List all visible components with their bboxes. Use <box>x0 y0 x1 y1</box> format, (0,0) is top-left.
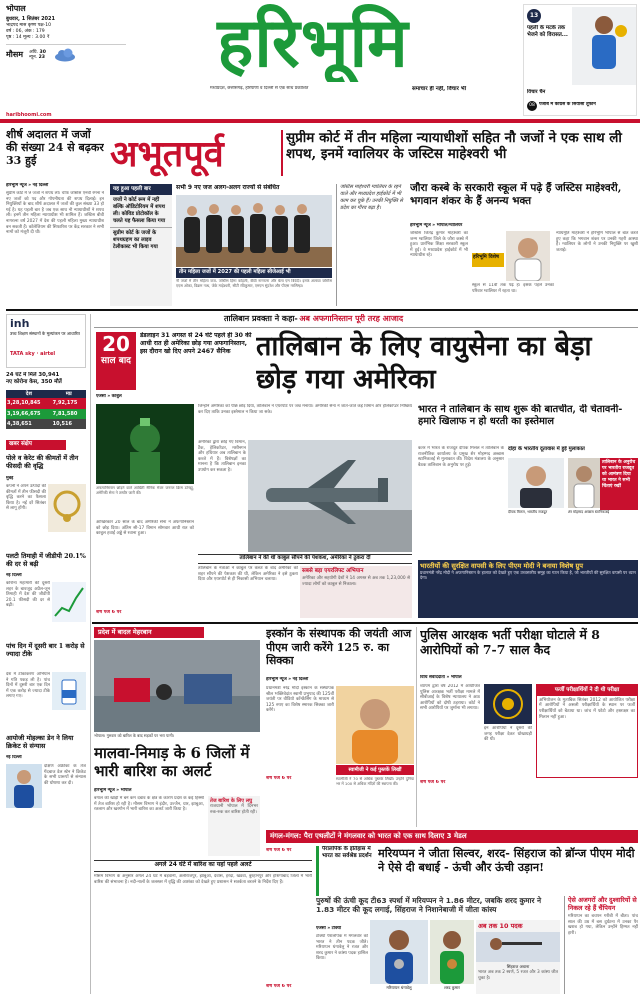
table-cell: 10,516 <box>52 419 86 429</box>
brief-4-headline: आयोजी मोहल्का डेन ने लिया क्रिकेट से संन्यास <box>6 734 74 750</box>
airlift-title: सबसे बड़ा एयरलिफ्ट अभियान <box>302 568 364 574</box>
brief-2-body: कोरोना महामारी की दूसरी लहर के बावजूद अप्रैल-जून तिमाही में देश की जीडीपी 20.1 फीसदी की दर से बढ़ी। <box>6 581 50 609</box>
police-continued: शेष पेज 6 पर <box>420 780 446 785</box>
shooter-photo <box>476 932 560 962</box>
talks-headline: भारत ने तालिबान के साथ शुरू की बातचीत, दी चेतावनी-हमारे खिलाफ न हो धरती का इस्तेमाल <box>418 404 623 427</box>
rain-label: प्रदेश में बादल मेहरबान <box>94 627 204 638</box>
right-byline: हरिभूमि न्यूज » भोपाल/ग्वालियर <box>410 223 463 228</box>
table-cell: 3,28,10,845 <box>6 398 52 408</box>
police-box-title: फर्जी परीक्षार्थियों ने दी थी परीक्षा <box>537 685 637 696</box>
promo-number: 13 <box>527 9 541 23</box>
iskcon-body: प्रधानमंत्री नरेंद्र मोदी इस्कॉन के संस्थापक श्रील भक्तिवेदांत स्वामी प्रभुपाद की 125वीं जयंती पर वीडियो कॉन्फ्रेंसिंग के माध्यम से 125 रुपए का विशेष स्मारक सिक्का जारी करेंगे। <box>266 686 334 714</box>
side-byline: हरिभूमि न्यूज » नई दिल्ली <box>6 183 49 188</box>
medal-count-box <box>476 920 560 994</box>
tagline-left: मध्यप्रदेश, छत्तीसगढ़, हरियाणा व दिल्ली से एक साथ प्रकाशित <box>210 86 309 91</box>
covid-line-2: नए कोरोना केस, 350 मौतें <box>6 379 62 385</box>
ambassador-photo <box>508 458 564 508</box>
taliban-body-bottom: तालिबान के नेताओं ने काबुल पर कब्जे के बाद अमेरिका को शहर सौंपने की पेशकश की थी, लेकिन अमेरिका ने इसे ठुकरा दिया और एयरपोर्ट से ही निकासी अभियान चलाया। <box>198 566 298 583</box>
years-label: साल बाद <box>101 356 131 366</box>
years-badge <box>96 332 136 390</box>
table-row <box>6 419 86 429</box>
airlift-box <box>300 566 412 618</box>
website[interactable]: haribhoomi.com <box>6 112 52 118</box>
side-headline: शीर्ष अदालत में जजों की संख्या 24 से बढ़कर 33 हुई <box>6 128 104 167</box>
ad-brand: inh <box>10 317 30 329</box>
night-caption: अफगानिस्तान छोड़ने वाले आखिरी सैनिक मेजर जनरल क्रिस डोनह्यू, अमेरिकी सेना ने तस्वीर जारी की। <box>96 486 194 495</box>
edition-city: भोपाल <box>6 4 26 13</box>
iskcon-headline: इस्कॉन के संस्थापक की जयंती आज पीएम जारी करेंगे 125 रु. का सिक्का <box>266 627 412 667</box>
talks-body: कतर में भारत के राजदूत दीपक मित्तल ने तालिबान के राजनीतिक कार्यालय के प्रमुख शेर मोहम्मद अब्बास स्टानिकजई से मुलाकात की। विदेश मंत्रालय के अनुसार बैठक तालिबान के अनुरोध पर हुई। <box>418 446 504 468</box>
rain-byline: हरिभूमि न्यूज » भोपाल <box>94 788 132 793</box>
brief-4-body: दक्षिण अफ्रीका के तेज गेंदबाज डेल स्टेन ने क्रिकेट के सभी प्रारूपों से संन्यास की घोषणा कर दी। <box>44 764 86 786</box>
aircraft-photo <box>248 440 412 552</box>
iskcon-byline: हरिभूमि न्यूज » नई दिल्ली <box>266 677 309 682</box>
iskcon-caption-body: स्वामीजी ने 70 से अधिक पुस्तकें लिखीं। उन्होंने दुनिया भर में 100 से अधिक मंदिरों की स्थापना की। <box>336 777 414 786</box>
table-cell: 7,92,175 <box>52 398 86 408</box>
judges-caption: तीन महिला जजों में 2027 की पहली महिला सीजेआई भी <box>176 268 332 278</box>
para-right-box <box>564 896 638 994</box>
night-vision-photo <box>96 404 194 484</box>
rain-caption: भोपाल। गुरुवार को बारिश के बाद सड़कों पर भरा पानी। <box>94 733 175 738</box>
judges-photo <box>176 195 332 267</box>
brief-1-body: कंपनी ने अपने उत्पादों की कीमतों में तीन फीसदी की वृद्धि करने का फैसला किया है। नई दरें सितंबर से लागू होंगी। <box>6 484 46 512</box>
para-byline: एजेंसी » टोक्यो <box>316 926 342 931</box>
taliban-kicker-row <box>94 314 638 328</box>
police-body-1: व्यापमं द्वारा वर्ष 2012 में आयोजित पुलिस आरक्षक भर्ती परीक्षा मामले में सीबीआई के विशेष न्यायालय ने आठ आरोपियों को दोषी ठहराया। कोर्ट ने सभी आरोपियों पर जुर्माना भी लगाया। <box>420 684 480 712</box>
weather-box <box>6 44 126 62</box>
taliban-leader-photo <box>568 458 600 508</box>
right-body-3: स्कूल से 11वीं तक पढ़े हैं। इसके पहले उनका परिवार ग्वालियर में रहता था। <box>472 283 554 294</box>
medal-count-text: भारत अब तक 2 स्वर्ण, 5 रजत और 3 कांस्य जीत चुका है। <box>478 970 558 981</box>
weather-min-label: न्यून. <box>29 55 38 61</box>
first-time-label: यह हुआ पहली बार <box>110 184 172 195</box>
iskcon-continued: शेष पेज 6 पर <box>266 776 292 781</box>
rain-24h-body: मौसम विभाग के अनुसार अगले 24 घंटे में बड़वानी, अलीराजपुर, झाबुआ, देवास, हरदा, खंडवा, बुरहानपुर और होशंगाबाद जिलों में भारी बारिश की संभावना है। नदी-नालों के जलस्तर में वृद्धि की आशंका को देखते हुए प्रशासन ने सतर्कता बरतने के निर्देश दिए हैं। <box>94 874 312 885</box>
para-side: पैरालंपिक के इतिहास में भारत का सर्वश्रेष्ठ प्रदर्शन <box>316 846 374 896</box>
para-right-text: मरियप्पन का बचपन गरीबी में बीता। पांच साल की उम्र में बस दुर्घटना में उनका पैर खराब हो गया, लेकिन उन्होंने हिम्मत नहीं हारी। <box>568 914 638 936</box>
para-continued: शेष पेज 6 पर <box>266 984 292 989</box>
tagline-right: समाचार ही नहीं, विचार भी <box>412 86 467 92</box>
first-time-text: जजों ने कोर्ट रूम में नहीं बल्कि ऑडिटोरियम में शपथ ली। कोविड प्रोटोकॉल के चलते यह फैसला किया गया <box>113 196 166 224</box>
police-box-text: अभियोजन के मुताबिक सितंबर 2012 को आयोजित परीक्षा में आरोपियों ने असली परीक्षार्थियों के स्थान पर फर्जी परीक्षार्थियों को बैठाया था। जांच में फोटो और हस्ताक्षर का मिलान नहीं हुआ। <box>539 697 635 720</box>
cbi-logo-icon <box>484 684 532 724</box>
vaccine-photo <box>52 672 86 710</box>
para-body: टोक्यो पैरालंपिक में मंगलवार को भारत ने तीन पदक जीते। मरियप्पन थंगावेलु ने रजत और शरद कुमार ने कांस्य पदक हासिल किया। <box>316 934 368 962</box>
police-byline: विधि संवाददाता » भोपाल <box>420 675 462 680</box>
lead-strap: सभी 9 नए जज अलग-अलग राज्यों से संबंधित <box>176 184 280 191</box>
taliban-byline: एजेंसी » काबुल <box>96 394 122 399</box>
taliban-continued: शेष पेज 6 पर <box>96 610 122 615</box>
info-line: भाद्रपद मास कृष्ण पक्ष-10 <box>6 23 52 29</box>
callout-box: तालिबान के अनुरोध पर भारतीय राजदूत को आमंत्रण दिया था भारत ने सभी चिंताएं रखीं <box>600 458 638 510</box>
weather-max: 30 <box>39 49 46 55</box>
taliban-body-mid: अमेरिका द्वारा छोड़े गए विमान, टैंक, हेलिकॉप्टर, मशीनगन और हथियार अब तालिबान के कब्जे में हैं। विशेषज्ञों का मानना है कि तालिबान इनका उपयोग कर सकता है। <box>198 440 246 473</box>
ad-brands: TATA sky · airtel <box>10 351 56 357</box>
airlift-text: अमेरिका और सहयोगी देशों ने 14 अगस्त से अब तक 1,23,000 से ज्यादा लोगों को काबुल से निकाला। <box>302 575 410 587</box>
table-cell: 4,38,651 <box>6 419 52 429</box>
police-headline: पुलिस आरक्षक भर्ती परीक्षा घोटाले में 8 आरोपियों को 7-7 साल कैद <box>420 627 600 657</box>
promo-box[interactable] <box>523 4 637 116</box>
medal-count-title: अब तक 10 पदक <box>478 922 523 930</box>
table-row <box>6 398 86 408</box>
brief-2-place: नई दिल्ली <box>6 573 22 578</box>
taliban-body-left: आखिरकार 20 साल के बाद अमेरिकी सेना ने अफगानिस्तान को छोड़ दिया। अंतिम सी-17 विमान सोमवार आधी रात को काबुल हवाई अड्डे से रवाना हुआ। <box>96 520 194 537</box>
table-row <box>6 409 86 419</box>
table-cell: 3,19,66,675 <box>6 409 52 419</box>
jewelry-photo <box>48 484 86 532</box>
date-line: बुधवार, 1 सितंबर 2021 <box>6 16 55 22</box>
name-singhraj: सिंहराज अधाना <box>506 964 530 970</box>
brief-2-headline: पलटी तिमाही में जीडीपी 20.1% की दर से बढ़ी <box>6 552 86 568</box>
info-line: वर्ष : 06, अंक : 179 <box>6 28 45 34</box>
maheshwari-photo <box>506 231 550 281</box>
weather-title: मौसम <box>6 50 24 60</box>
weather-max-label: अधि. <box>29 49 39 55</box>
rain-24h-box: अगले 24 घंटे में बारिश का यहां पहले अलर्ट <box>94 860 312 872</box>
cricketer-photo <box>6 764 42 808</box>
covid-line-1: 24 घंटे में मिले 30,941 <box>6 372 60 378</box>
doha-line: दोहा के भारतीय दूतावास में हुई मुलाकात <box>508 446 585 452</box>
ad-text: उच्च शिक्षण संस्थानों के मूल्यांकन पर आधारित <box>10 331 80 336</box>
safe-return-text: प्रधानमंत्री नरेंद्र मोदी ने अफगानिस्तान के हालात को देखते हुए एक उच्चस्तरीय समूह का गठन किया है, जो भारतीयों की सुरक्षित वापसी पर ध्यान देगा। <box>420 570 636 581</box>
safe-return-title: भारतीयों की सुरक्षित वापसी के लिए पीएम मोदी ने बनाया विशेष ग्रुप <box>420 562 583 570</box>
brief-1-headline: पोले व केरेट की कीमतों में तीन फीसदी की वृद्धि <box>6 454 79 470</box>
logo-text: हरिभूमि <box>217 4 409 82</box>
sharad-photo <box>430 920 474 984</box>
years-num: 20 <box>102 332 130 356</box>
taliban-body-top: जिन्होंने अमेरिका को पीछे छोड़ दिया, तालिबान ने एयरपोर्ट पर जश्न मनाया। अमेरिकी सेना ने जाते-जाते कई विमान और हेलिकॉप्टर निष्क्रिय कर दिए ताकि उनका इस्तेमाल न किया जा सके। <box>198 404 412 415</box>
para-right-title: ऐसे अजगरों और दुश्वारियों से निकल रहे हैं चैंपियन <box>568 896 637 912</box>
right-headline: जौरा कस्बे के सरकारी स्कूल में पढ़े हैं जस्टिस माहेश्वरी, भगवान शंकर के हैं अनन्य भक्त <box>410 182 622 207</box>
caption-body: नौ जजों में तीन महिला जज- जस्टिस हिमा कोहली, बीवी नागरत्ना और बेला एम त्रिवेदी। इनके अलावा जस्टिस एएस ओका, विक्रम नाथ, जेके माहेश्वरी, सीटी रविकुमार, एमएम सुंदरेश और पीएस नरसिम्हा। <box>176 279 332 288</box>
first-time-box <box>110 184 172 306</box>
promo-label: विचार चैन <box>527 89 546 95</box>
lead-headline: सुप्रीम कोर्ट में तीन महिला न्यायाधीशों सहित नौ जजों ने एक साथ ली शपथ, इनमें ग्वालियर के जस्टिस माहेश्वरी भी <box>286 130 622 162</box>
table-cell: 7,81,580 <box>52 409 86 419</box>
ad-box[interactable] <box>6 314 86 368</box>
right-body-1: जस्टिस जितेंद्र कुमार माहेश्वरी का जन्म ग्वालियर जिले के जौरा कस्बे में हुआ। प्रारंभिक शिक्षा सरकारी स्कूल में हुई। वे मध्यप्रदेश हाईकोर्ट में भी न्यायाधीश रहे। <box>410 231 468 259</box>
promo-page: 08 <box>527 101 537 111</box>
brief-3-body: देश में टीकाकरण अभियान ने गति पकड़ ली है। पांच दिनों में दूसरी बार एक दिन में एक करोड़ से ज्यादा टीके लगाए गए। <box>6 672 50 700</box>
rain-body: बंगाल की खाड़ी में बने कम दबाव के क्षेत्र के कारण प्रदेश के कई हिस्सों में तेज बारिश हो रही है। मौसम विभाग ने इंदौर, उज्जैन, धार, झाबुआ, रतलाम और खरगोन में भारी बारिश का अलर्ट जारी किया है। <box>94 796 204 813</box>
first-time-text-2: सुप्रीम कोर्ट के जजों के शपथग्रहण का लाइव टेलीकास्ट भी किया गया <box>110 227 172 253</box>
brief-3-headline: पांच दिन में दूसरी बार 1 करोड़ से ज्यादा टीके <box>6 642 85 658</box>
promo-page-text: पंजाब में कांग्रेस के सियासी तूफान <box>539 102 596 107</box>
taliban-kicker-highlight: अब अफगानिस्तान पूरी तरह आजाद <box>299 314 404 323</box>
masthead-rule <box>0 119 640 123</box>
rain-side-box <box>208 796 260 856</box>
brief-4-place: नई दिल्ली <box>6 755 22 760</box>
masthead-info <box>6 4 126 110</box>
para-headline: मरियप्पन ने जीता सिल्वर, शरद- सिंहराज को ब्रॉन्ज पीएम मोदी ने ऐसे दी बधाई - ऊंची और ऊंची उड़ान! <box>378 846 635 874</box>
name-mariyappan: मरियप्पन थंगावेलु <box>386 985 412 990</box>
taliban-kicker: तालिबान प्रवक्ता ने कहा- <box>224 314 298 323</box>
lead-quote: जस्टिस माहेश्वरी ग्वालियर के रहने वाले और मध्यप्रदेश हाईकोर्ट में भी काम कर चुके हैं। उनकी नियुक्ति से प्रदेश का गौरव बढ़ा है। <box>336 184 404 306</box>
mariyappan-photo <box>370 920 428 984</box>
rain-photo <box>94 640 260 732</box>
right-photo-box <box>472 231 552 281</box>
prabhupada-photo <box>336 686 414 764</box>
iskcon-caption: स्वामीजी ने कई पुस्तकें लिखीं <box>336 765 414 775</box>
taliban-photo-caption: तालिबान ने की थी काबुल सौंपने की पेशकश, अमेरिका ने ठुकरा दी <box>198 554 412 564</box>
name-sharad: शरद कुमार <box>444 985 460 990</box>
name-2: शेर मोहम्मद अब्बास स्टानिकजई <box>568 510 610 514</box>
logo <box>138 4 488 82</box>
taliban-sub: डेडलाइन 31 अगस्त से 24 घंटे पहले ही 30 की आधी रात ही अमेरिका छोड़ गया अफगानिस्तान, इस दौरान खो दिए अपने 2467 सैनिक <box>140 332 252 356</box>
table-header: मप्र <box>52 390 86 398</box>
rain-continued: शेष पेज 6 पर <box>266 848 292 853</box>
rain-side-text: राजधानी भोपाल में दिनभर रुक-रुक कर बारिश होती रही। <box>210 804 258 815</box>
taliban-headline: तालिबान के लिए वायुसेना का बेड़ा छोड़ गया अमेरिका <box>256 331 592 395</box>
right-badge: हरिभूमि विशेष <box>472 253 504 267</box>
lead-kicker: अभूतपूर्व <box>110 133 224 175</box>
rain-headline: मालवा-निमाड़ के 6 जिलों में भारी बारिश का अलर्ट <box>94 744 250 780</box>
news-brief-title: खबर संक्षेप <box>6 440 66 450</box>
table-header: देश <box>6 390 52 398</box>
safe-return-box <box>418 560 638 618</box>
cloud-icon <box>54 48 76 62</box>
promo-photo <box>572 7 636 85</box>
para-sub: पुरुषों की ऊंची कूद टी63 स्पर्धा में मरियप्पन ने 1.86 मीटर, जबकि शरद कुमार ने 1.83 मीटर की कूद लगाई, सिंहराज ने निशानेबाजी में जीता कांस्य <box>316 896 542 914</box>
promo-text: पहली के मटके तक भेजने को विरासत... <box>527 25 568 38</box>
rain-side-title: तेज बारिश के लिए लघु <box>210 798 253 804</box>
covid-table <box>6 390 86 429</box>
brief-1-place: मुंबई <box>6 476 14 481</box>
covid-headline <box>6 372 86 388</box>
info-line: पृष्ठ : 14 मूल्य : 3.00 ₹ <box>6 34 50 40</box>
right-body-2: न्यायमूर्ति माहेश्वरी ने हरिभूमि भोपाल से बात करते हुए कहा कि भगवान शंकर पर उनकी गहरी आस्था है। ग्वालियर के लोगों ने उनकी नियुक्ति पर खुशी जताई। <box>556 231 638 253</box>
police-body-2: इन आरोपियों ने दूसरों की जगह परीक्षा देकर धोखाधड़ी की थी। <box>484 726 532 743</box>
para-banner: मंगल-मंगल: पैरा एथलीटों ने मंगलवार को भारत को एक साथ दिलाए 3 मेडल <box>266 830 638 843</box>
name-1: दीपक मित्तल, भारतीय राजदूत <box>508 510 548 514</box>
gdp-chart-icon <box>52 582 86 622</box>
weather-min: 23 <box>38 55 45 61</box>
police-box <box>536 684 638 778</box>
side-body: सुप्रीम कोर्ट में 9 जजों ने शपथ ली। चीफ जस्टिस एनवी रमना ने नए जजों को पद और गोपनीयता की शपथ दिलाई। इन नियुक्तियों के बाद शीर्ष अदालत में जजों की कुल संख्या 33 हो गई है। यह पहली बार है जब एक साथ नौ न्यायाधीशों ने शपथ ली। इनमें तीन महिला न्यायाधीश भी शामिल हैं। जस्टिस बीवी नागरत्ना वर्ष 2027 में देश की पहली महिला मुख्य न्यायाधीश बन सकती हैं। कॉलेजियम की सिफारिश पर केंद्र सरकार ने सभी नामों को मंजूरी दी थी। <box>6 191 104 236</box>
